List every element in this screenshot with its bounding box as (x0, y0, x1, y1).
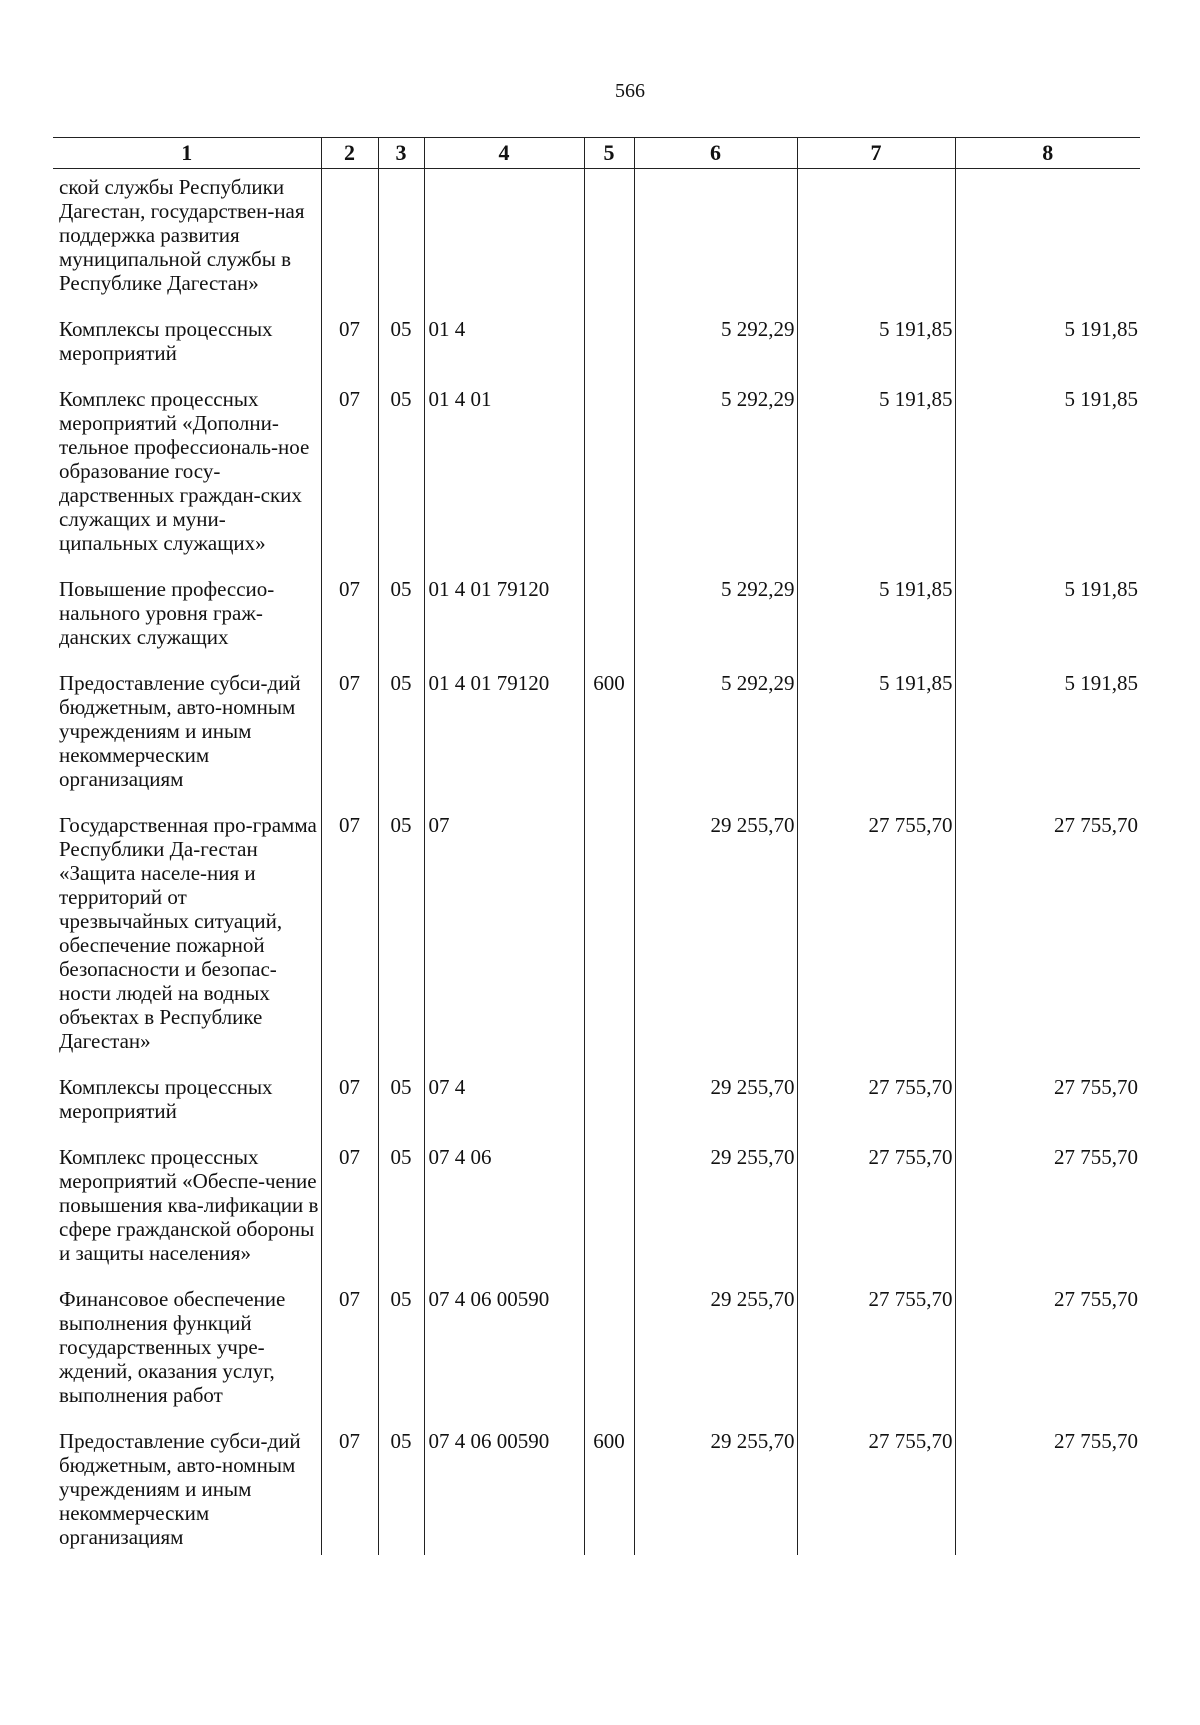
column-header: 8 (955, 138, 1140, 169)
subsection-cell: 05 (378, 387, 424, 577)
target-article-cell: 07 4 (424, 1075, 584, 1145)
row-name-cell: Финансовое обеспечение выполнения функций государственных учре-ждений, оказания услуг, выполнения работ (59, 1287, 286, 1407)
table-row (53, 577, 1140, 671)
section-cell: 07 (321, 577, 378, 671)
table-row (53, 1145, 1140, 1287)
target-article-cell (424, 169, 584, 318)
amount-col8-cell: 5 191,85 (955, 387, 1140, 577)
row-name-cell: Государственная про-грамма Республики Да-гестан «Защита населе-ния и территорий от чрезвычайных ситуаций, обеспечение пожарной безопасности и безопас-ности людей на водных объектах в Республике Дагестан» (59, 813, 317, 1053)
section-cell: 07 (321, 1075, 378, 1145)
target-article-cell: 07 4 06 (424, 1145, 584, 1287)
subsection-cell: 05 (378, 671, 424, 813)
table-row (53, 1075, 1140, 1145)
amount-col7-cell: 5 191,85 (797, 577, 955, 671)
row-name-cell: Комплексы процессных мероприятий (59, 1075, 273, 1123)
amount-col6-cell: 29 255,70 (634, 1287, 797, 1429)
amount-col8-cell: 5 191,85 (955, 671, 1140, 813)
subsection-cell: 05 (378, 1287, 424, 1429)
target-article-cell: 01 4 01 (424, 387, 584, 577)
expense-type-cell: 600 (584, 1429, 634, 1555)
expense-type-cell (584, 813, 634, 1075)
table-row (53, 169, 1140, 318)
row-name-cell: Комплекс процессных мероприятий «Дополни-тельное профессиональ-ное образование госу-дарственных граждан-ских служащих и муни-ципальных служащих» (59, 387, 310, 555)
table-row (53, 1429, 1140, 1555)
subsection-cell: 05 (378, 577, 424, 671)
amount-col8-cell: 27 755,70 (955, 1287, 1140, 1429)
page-number: 566 (615, 80, 645, 102)
subsection-cell: 05 (378, 1429, 424, 1555)
expense-type-cell (584, 1287, 634, 1429)
table-row (53, 813, 1140, 1075)
amount-col6-cell: 29 255,70 (634, 1075, 797, 1145)
amount-col7-cell: 27 755,70 (797, 1075, 955, 1145)
expense-type-cell (584, 317, 634, 387)
target-article-cell: 07 (424, 813, 584, 1075)
section-cell: 07 (321, 1287, 378, 1429)
row-name-cell: Комплексы процессных мероприятий (59, 317, 273, 365)
column-header: 7 (797, 138, 955, 169)
section-cell (321, 169, 378, 318)
amount-col8-cell (955, 169, 1140, 318)
amount-col7-cell (797, 169, 955, 318)
expense-type-cell: 600 (584, 671, 634, 813)
target-article-cell: 01 4 (424, 317, 584, 387)
column-header: 5 (584, 138, 634, 169)
amount-col7-cell: 27 755,70 (797, 1287, 955, 1429)
amount-col8-cell: 5 191,85 (955, 317, 1140, 387)
amount-col7-cell: 27 755,70 (797, 813, 955, 1075)
amount-col7-cell: 5 191,85 (797, 387, 955, 577)
amount-col7-cell: 5 191,85 (797, 317, 955, 387)
column-header: 1 (53, 138, 321, 169)
amount-col6-cell: 5 292,29 (634, 577, 797, 671)
table-row (53, 671, 1140, 813)
amount-col8-cell: 27 755,70 (955, 1145, 1140, 1287)
target-article-cell: 07 4 06 00590 (424, 1287, 584, 1429)
amount-col6-cell (634, 169, 797, 318)
row-name-cell: Комплекс процессных мероприятий «Обеспе-чение повышения ква-лификации в сфере гражданской обороны и защиты населения» (59, 1145, 319, 1265)
subsection-cell: 05 (378, 1145, 424, 1287)
amount-col8-cell: 5 191,85 (955, 577, 1140, 671)
section-cell: 07 (321, 387, 378, 577)
target-article-cell: 07 4 06 00590 (424, 1429, 584, 1555)
subsection-cell: 05 (378, 813, 424, 1075)
table-row (53, 387, 1140, 577)
section-cell: 07 (321, 317, 378, 387)
section-cell: 07 (321, 813, 378, 1075)
column-header: 3 (378, 138, 424, 169)
amount-col7-cell: 5 191,85 (797, 671, 955, 813)
amount-col6-cell: 29 255,70 (634, 813, 797, 1075)
expense-type-cell (584, 1075, 634, 1145)
row-name-cell: Повышение профессио-нального уровня граж-данских служащих (59, 577, 275, 649)
target-article-cell: 01 4 01 79120 (424, 671, 584, 813)
subsection-cell (378, 169, 424, 318)
subsection-cell: 05 (378, 1075, 424, 1145)
expense-type-cell (584, 577, 634, 671)
table-row (53, 317, 1140, 387)
section-cell: 07 (321, 1429, 378, 1555)
table-row (53, 1287, 1140, 1429)
amount-col7-cell: 27 755,70 (797, 1145, 955, 1287)
row-name-cell: Предоставление субси-дий бюджетным, авто-номным учреждениям и иным некоммерческим организациям (59, 671, 301, 791)
amount-col8-cell: 27 755,70 (955, 813, 1140, 1075)
expense-type-cell (584, 387, 634, 577)
section-cell: 07 (321, 1145, 378, 1287)
column-header: 2 (321, 138, 378, 169)
table-header-row (53, 138, 1140, 169)
subsection-cell: 05 (378, 317, 424, 387)
amount-col8-cell: 27 755,70 (955, 1429, 1140, 1555)
amount-col6-cell: 5 292,29 (634, 671, 797, 813)
section-cell: 07 (321, 671, 378, 813)
amount-col8-cell: 27 755,70 (955, 1075, 1140, 1145)
amount-col6-cell: 29 255,70 (634, 1429, 797, 1555)
amount-col7-cell: 27 755,70 (797, 1429, 955, 1555)
target-article-cell: 01 4 01 79120 (424, 577, 584, 671)
table-body (53, 169, 1140, 1556)
row-name-cell: Предоставление субси-дий бюджетным, авто-номным учреждениям и иным некоммерческим организациям (59, 1429, 301, 1549)
row-name-cell: ской службы Республики Дагестан, государствен-ная поддержка развития муниципальной службы в Республике Дагестан» (59, 175, 305, 295)
column-header: 4 (424, 138, 584, 169)
column-header: 6 (634, 138, 797, 169)
amount-col6-cell: 29 255,70 (634, 1145, 797, 1287)
amount-col6-cell: 5 292,29 (634, 317, 797, 387)
expense-type-cell (584, 169, 634, 318)
amount-col6-cell: 5 292,29 (634, 387, 797, 577)
budget-table (53, 137, 1140, 1555)
expense-type-cell (584, 1145, 634, 1287)
